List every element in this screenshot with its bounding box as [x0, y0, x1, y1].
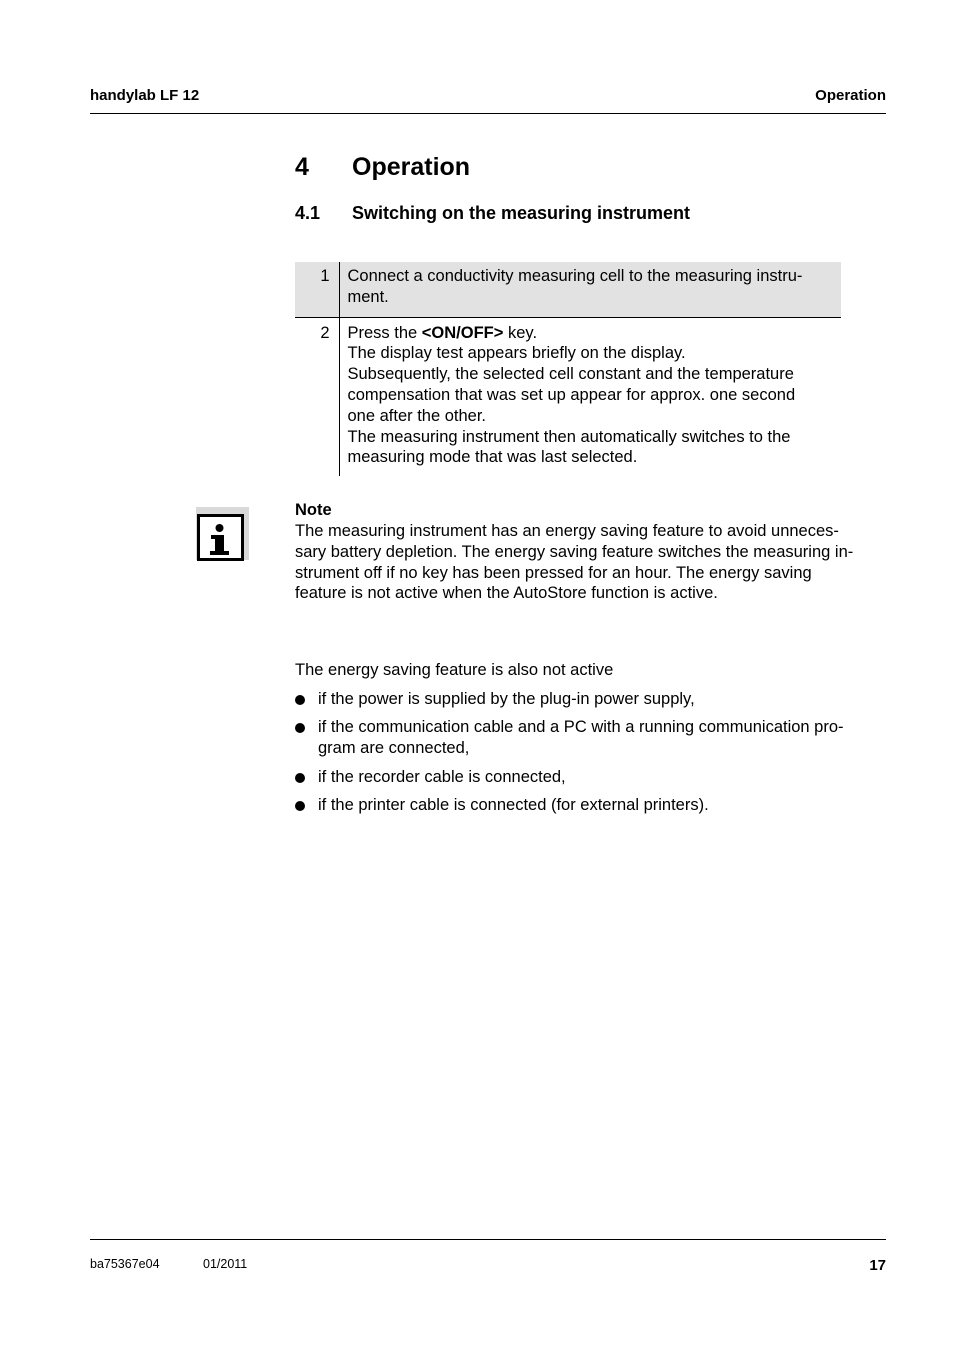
intro-text: The energy saving feature is also not active — [295, 661, 614, 679]
step-row-2 — [295, 317, 841, 476]
list-item — [295, 717, 885, 759]
key-name: <ON/OFF> — [421, 323, 504, 342]
note-line: feature is not active when the AutoStore function is active. — [295, 584, 718, 603]
bullet-icon — [295, 773, 305, 783]
list-item — [295, 795, 885, 816]
section-title: Switching on the measuring instrument — [352, 203, 691, 223]
list-item-line: if the communication cable and a PC with a running communication pro- — [318, 718, 844, 737]
footer-date: 01/2011 — [203, 1257, 248, 1271]
step-line — [348, 323, 842, 344]
step-row-1 — [295, 262, 841, 317]
header-rule — [90, 113, 886, 114]
list-item-line: if the printer cable is connected (for external printers). — [318, 795, 709, 814]
step-line: The display test appears briefly on the display. — [347, 344, 686, 363]
step-text — [339, 262, 841, 317]
list-item-line: if the power is supplied by the plug-in power supply, — [318, 690, 695, 708]
list-item — [295, 767, 885, 788]
running-header-title: handylab LF 12 — [90, 87, 200, 104]
step-line: compensation that was set up appear for approx. one second — [347, 385, 796, 404]
chapter-title: Operation — [352, 153, 471, 181]
footer-rule — [90, 1239, 886, 1240]
step-text — [339, 317, 841, 476]
section-number: 4.1 — [295, 203, 321, 223]
step-line: Connect a conductivity measuring cell to the measuring instru- — [347, 267, 803, 285]
condition-list — [295, 689, 885, 823]
info-icon — [196, 507, 249, 560]
step-line: The measuring instrument then automatically switches to the — [347, 427, 791, 446]
note-title: Note — [295, 501, 332, 519]
note-line: The measuring instrument has an energy saving feature to avoid unneces- — [295, 522, 839, 540]
step-number: 1 — [295, 262, 339, 317]
step-line: Subsequently, the selected cell constant and the temperature — [347, 365, 794, 384]
steps-table — [295, 262, 841, 476]
step-line: measuring mode that was last selected. — [347, 448, 638, 467]
chapter-number: 4 — [295, 153, 309, 181]
page-number: 17 — [869, 1257, 886, 1274]
step-line-pre: Press the — [347, 323, 422, 342]
footer-doc-id: ba75367e04 — [90, 1257, 160, 1271]
step-number: 2 — [295, 317, 339, 476]
bullet-icon — [295, 801, 305, 811]
bullet-icon — [295, 723, 305, 733]
note-line: sary battery depletion. The energy saving feature switches the measuring in- — [295, 542, 854, 561]
step-line: one after the other. — [347, 406, 487, 425]
running-header-section: Operation — [815, 87, 886, 104]
note-body — [295, 521, 895, 604]
step-line-post: key. — [503, 323, 538, 342]
step-line: ment. — [347, 287, 389, 306]
bullet-icon — [295, 695, 305, 705]
list-item — [295, 689, 885, 710]
list-item-line: gram are connected, — [318, 739, 470, 758]
note-line: strument off if no key has been pressed for an hour. The energy saving — [295, 563, 812, 582]
list-item-line: if the recorder cable is connected, — [318, 767, 566, 786]
info-glyph — [196, 507, 249, 560]
